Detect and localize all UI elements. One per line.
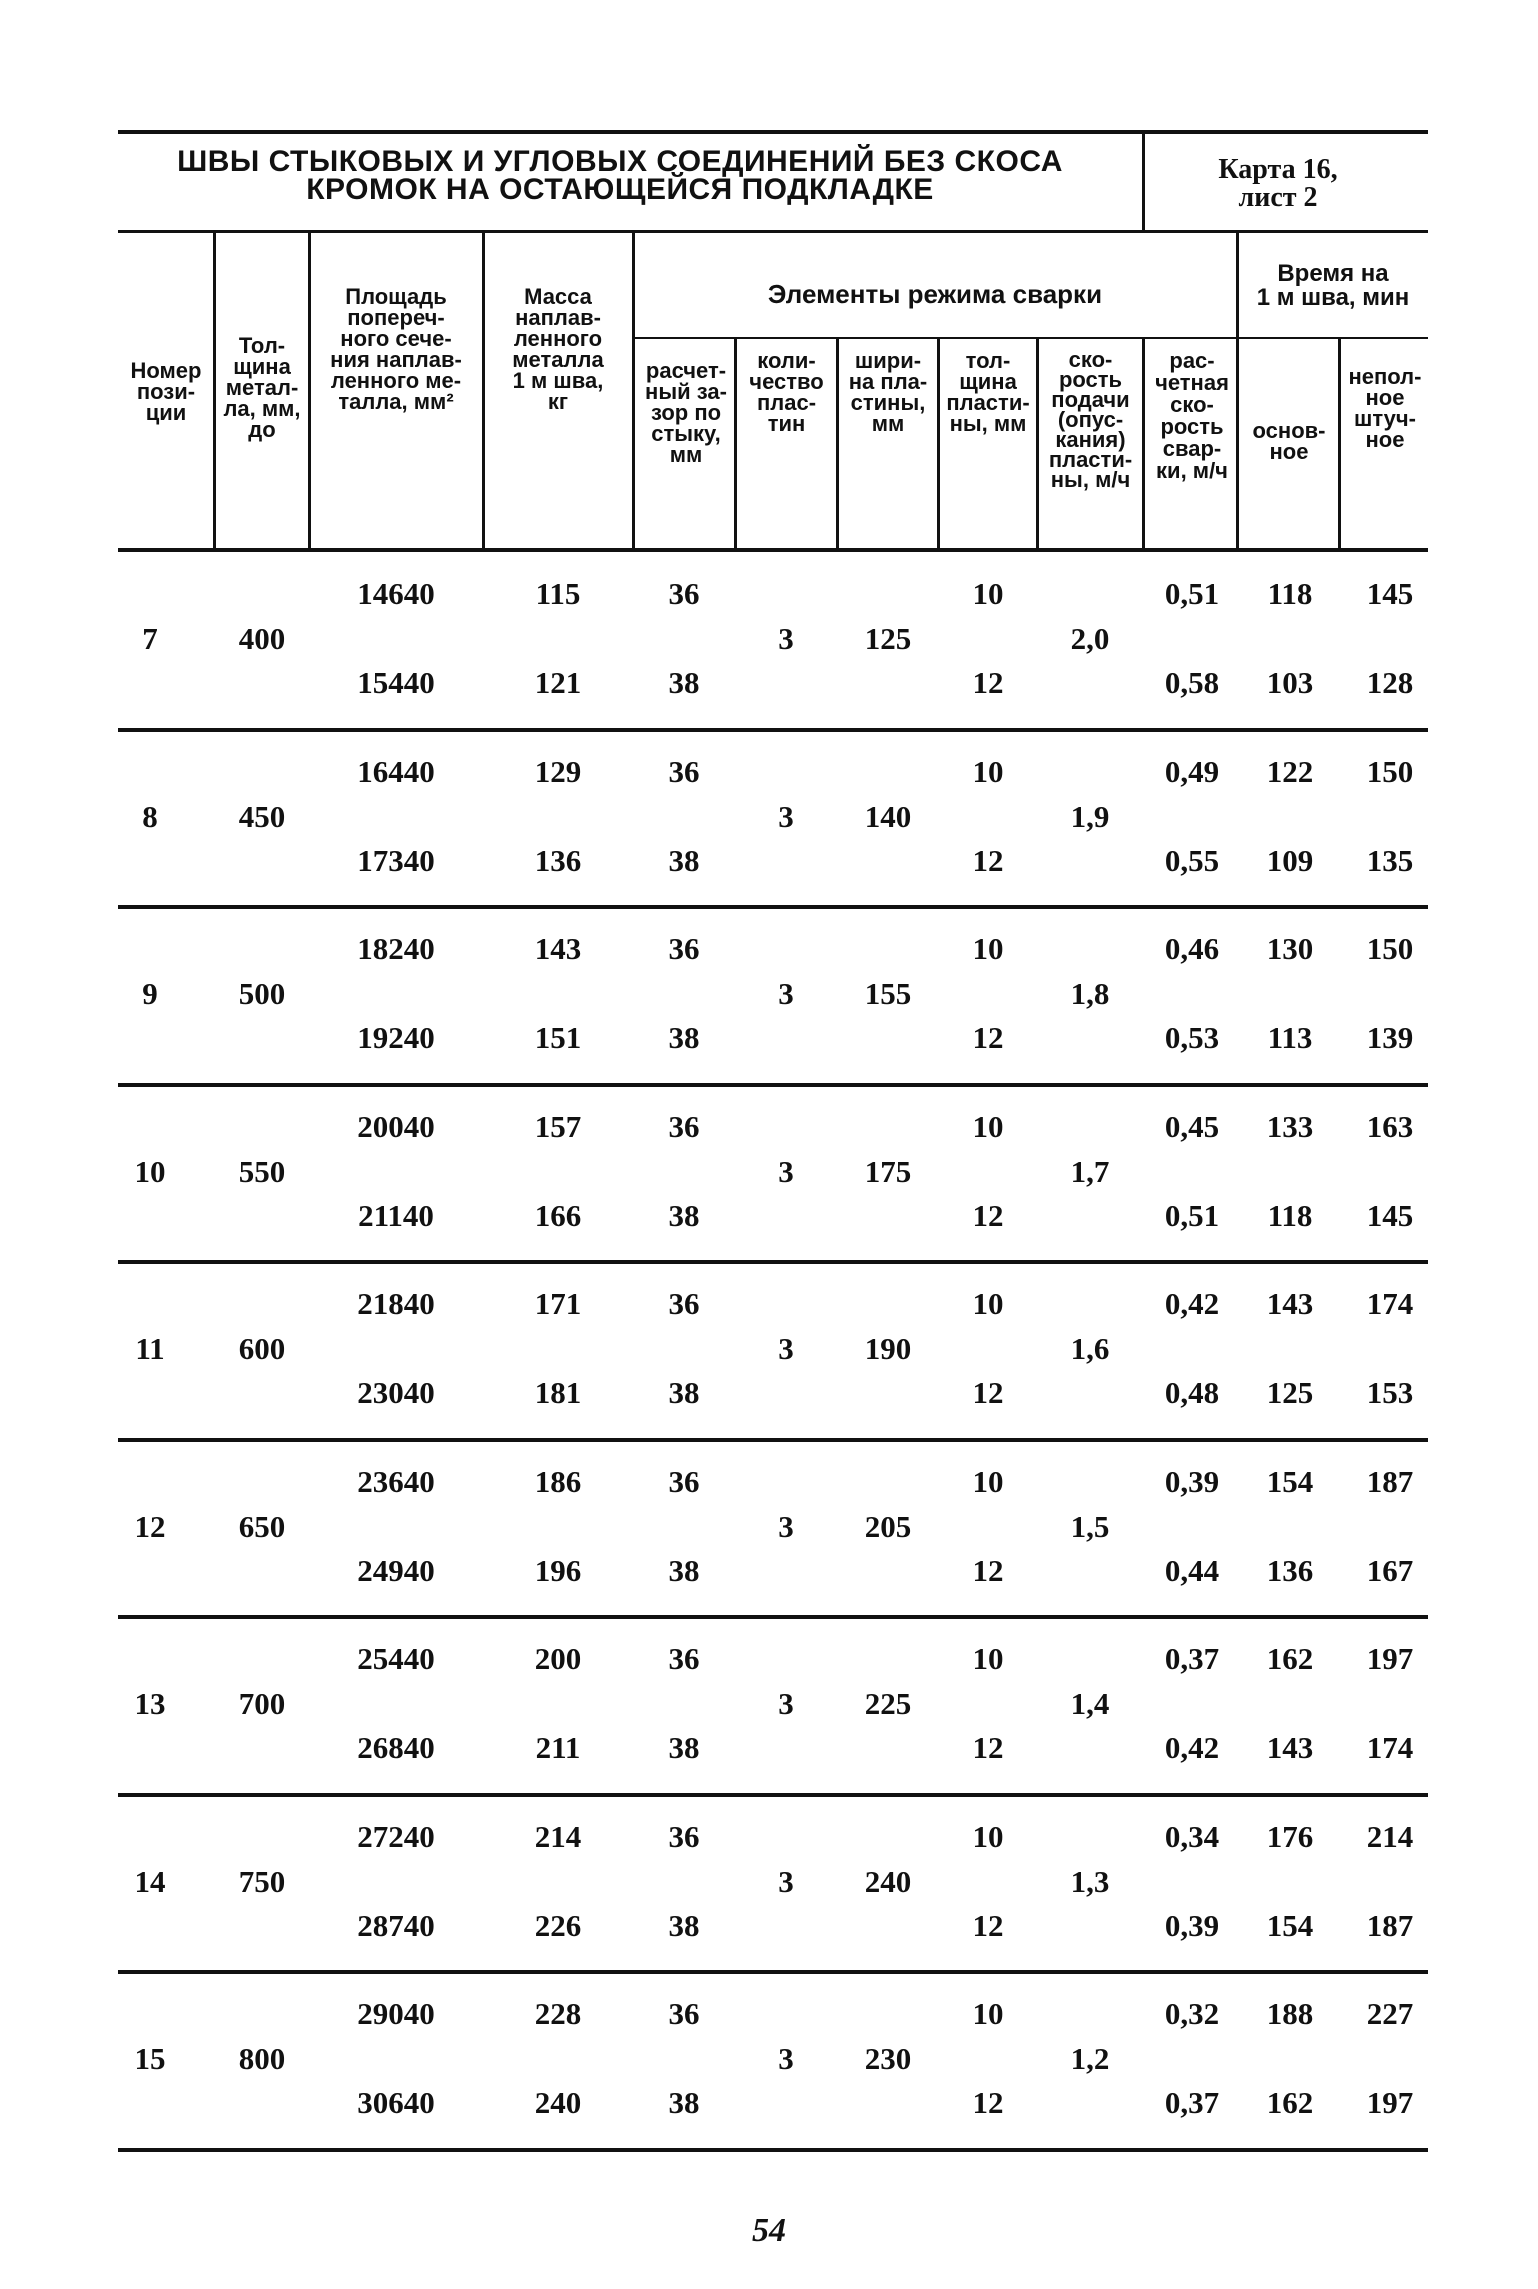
cell-weld-speed: 0,37 [1164,2085,1220,2120]
cell-plates-count: 3 [778,2041,794,2076]
cell-plate-width: 240 [864,1863,912,1899]
cell-gap: 38 [668,1730,700,1765]
cell-weld-speed: 0,51 [1164,576,1220,611]
page-number: 54 [752,2212,786,2249]
cell-thickness: 600 [238,1331,286,1366]
cell-thickness: 500 [238,976,286,1011]
cell-gap: 36 [668,1286,700,1321]
cell-plates-count: 3 [778,621,794,656]
header-time-group: Время на 1 м шва, мин [1256,260,1410,311]
cell-plate-width: 190 [864,1331,912,1366]
cell-time-main: 162 [1266,2085,1314,2120]
cell-gap: 38 [668,1375,700,1410]
cell-mass: 211 [535,1730,581,1765]
cell-mass: 226 [534,1907,582,1943]
cell-time-piece: 167 [1366,1552,1414,1588]
cell-plates-count: 3 [778,976,794,1011]
cell-plate-width: 175 [864,1153,912,1189]
cell-area: 26840 [357,1730,435,1765]
cell-thickness: 550 [238,1153,286,1189]
cell-time-main: 136 [1266,1552,1314,1588]
cell-plate-thickness: 10 [972,1108,1004,1144]
cell-position: 12 [134,1508,166,1544]
card-number: Карта 16, [1218,154,1338,185]
cell-area: 21840 [357,1286,435,1321]
cell-time-piece: 139 [1366,1020,1414,1055]
cell-mass: 214 [534,1818,582,1854]
cell-weld-speed: 0,45 [1164,1108,1220,1144]
cell-mass: 228 [534,1996,582,2031]
title-bottom-rule [118,230,1428,233]
cell-area: 16440 [357,753,435,789]
cell-time-piece: 150 [1366,931,1414,966]
cell-plate-width: 155 [864,976,912,1011]
cell-time-piece: 135 [1366,842,1414,878]
header-time-piece: непол- ное штуч- ное [1348,364,1422,452]
cell-area: 25440 [357,1641,435,1676]
cell-weld-speed: 0,34 [1164,1818,1220,1854]
cell-gap: 36 [668,1996,700,2031]
cell-thickness: 700 [238,1686,286,1721]
cell-plate-thickness: 12 [972,842,1004,878]
cell-gap: 36 [668,1641,700,1676]
cell-gap: 38 [668,842,700,878]
cell-time-main: 122 [1266,753,1314,789]
header-time-main: основ- ное [1252,418,1326,464]
cell-area: 19240 [357,1020,435,1055]
cell-position: 14 [134,1863,166,1899]
cell-mass: 136 [534,842,582,878]
header-mass: Масса наплав- ленного металла 1 м шва, кг [512,284,604,414]
title-line-1: ШВЫ СТЫКОВЫХ И УГЛОВЫХ СОЕДИНЕНИЙ БЕЗ СКОСА [177,145,1063,178]
cell-plate-thickness: 12 [972,1907,1004,1943]
cell-plate-thickness: 12 [972,1552,1004,1588]
cell-weld-speed: 0,39 [1164,1907,1220,1943]
header-feed-speed: ско- рость подачи (опус- кания) пласти- ны, м/ч [1048,347,1133,492]
subheader-rule [634,337,1428,339]
cell-time-main: 162 [1266,1641,1314,1676]
row-separator [118,728,1428,732]
cell-time-main: 143 [1266,1730,1314,1765]
cell-mass: 181 [534,1375,582,1410]
cell-weld-speed: 0,42 [1164,1286,1220,1321]
cell-plate-thickness: 10 [972,1641,1004,1676]
cell-plate-width: 125 [864,621,912,656]
cell-gap: 38 [668,665,700,700]
cell-mass: 151 [534,1020,582,1055]
cell-plate-thickness: 12 [972,665,1004,700]
cell-gap: 38 [668,2085,700,2120]
cell-time-piece: 197 [1366,1641,1414,1676]
cell-feed-speed: 1,9 [1070,798,1110,834]
cell-position: 13 [134,1686,166,1721]
cell-plate-thickness: 10 [972,1818,1004,1854]
cell-weld-speed: 0,49 [1164,753,1220,789]
cell-mass: 166 [534,1197,582,1233]
cell-time-main: 154 [1266,1463,1314,1499]
row-separator [118,1438,1428,1442]
cell-time-main: 109 [1266,842,1314,878]
cell-thickness: 650 [238,1508,286,1544]
title-card-divider [1142,130,1145,232]
cell-area: 28740 [357,1907,435,1943]
cell-plate-thickness: 10 [972,931,1004,966]
cell-time-main: 125 [1266,1375,1314,1410]
cell-area: 20040 [357,1108,435,1144]
cell-area: 15440 [357,665,435,700]
cell-time-piece: 174 [1366,1730,1414,1765]
cell-time-main: 188 [1266,1996,1314,2031]
cell-gap: 38 [668,1907,700,1943]
header-weld-speed: рас- четная ско- рость свар- ки, м/ч [1155,348,1229,483]
cell-thickness: 400 [238,621,286,656]
cell-mass: 129 [534,753,582,789]
cell-gap: 38 [668,1197,700,1233]
header-plates-count: коли- чество плас- тин [749,348,824,436]
cell-mass: 196 [534,1552,582,1588]
cell-position: 11 [135,1331,165,1366]
cell-plate-width: 225 [864,1686,912,1721]
cell-gap: 36 [668,576,700,611]
cell-time-piece: 128 [1366,665,1414,700]
cell-mass: 171 [534,1286,582,1321]
cell-time-main: 130 [1266,931,1314,966]
cell-weld-speed: 0,46 [1164,931,1220,966]
header-thickness: Тол- щина метал- ла, мм, до [223,333,301,442]
cell-time-piece: 153 [1366,1375,1414,1410]
cell-position: 7 [142,621,158,656]
cell-time-main: 118 [1267,576,1313,611]
cell-weld-speed: 0,48 [1164,1375,1220,1410]
cell-time-piece: 197 [1366,2085,1414,2120]
cell-feed-speed: 1,5 [1070,1508,1110,1544]
cell-feed-speed: 1,3 [1070,1863,1110,1899]
cell-thickness: 800 [238,2041,286,2076]
cell-time-main: 118 [1267,1197,1313,1233]
header-plate-thickness: тол- щина пласти- ны, мм [946,348,1030,436]
cell-time-main: 133 [1266,1108,1314,1144]
row-separator [118,905,1428,909]
cell-weld-speed: 0,55 [1164,842,1220,878]
cell-feed-speed: 1,2 [1070,2041,1110,2076]
cell-plate-thickness: 12 [972,2085,1004,2120]
cell-plates-count: 3 [778,1863,794,1899]
cell-time-piece: 145 [1366,1197,1414,1233]
cell-weld-speed: 0,32 [1164,1996,1220,2031]
header-area: Площадь попереч- ного сече- ния наплав- ленного ме- талла, мм² [330,284,462,414]
cell-time-piece: 187 [1366,1463,1414,1499]
cell-area: 14640 [357,576,435,611]
cell-area: 21140 [358,1197,434,1233]
top-rule [118,130,1428,134]
cell-weld-speed: 0,44 [1164,1552,1220,1588]
cell-weld-speed: 0,53 [1164,1020,1220,1055]
card-sheet: лист 2 [1238,182,1318,213]
cell-area: 29040 [357,1996,435,2031]
cell-plate-thickness: 12 [972,1197,1004,1233]
cell-plate-width: 140 [864,798,912,834]
cell-area: 30640 [357,2085,435,2120]
card-label [1148,156,1408,212]
cell-area: 23640 [357,1463,435,1499]
cell-mass: 186 [534,1463,582,1499]
row-separator [118,1793,1428,1797]
cell-time-main: 113 [1267,1020,1313,1055]
cell-position: 8 [142,798,158,834]
cell-gap: 36 [668,1463,700,1499]
cell-feed-speed: 1,4 [1070,1686,1110,1721]
cell-mass: 157 [534,1108,582,1144]
cell-mass: 115 [535,576,581,611]
cell-thickness: 450 [238,798,286,834]
cell-time-piece: 227 [1366,1996,1414,2031]
cell-gap: 36 [668,1818,700,1854]
header-bottom-rule [118,548,1428,552]
header-gap: расчет- ный за- зор по стыку, мм [645,358,727,467]
cell-plates-count: 3 [778,1153,794,1189]
cell-plates-count: 3 [778,1331,794,1366]
cell-time-main: 154 [1266,1907,1314,1943]
cell-area: 23040 [357,1375,435,1410]
header-plate-width: шири- на пла- стины, мм [848,348,928,436]
col-divider [632,232,635,550]
cell-thickness: 750 [238,1863,286,1899]
cell-area: 17340 [357,842,435,878]
cell-plate-thickness: 10 [972,1996,1004,2031]
row-separator [118,1615,1428,1619]
cell-time-piece: 163 [1366,1108,1414,1144]
cell-mass: 143 [534,931,582,966]
cell-time-piece: 174 [1366,1286,1414,1321]
cell-weld-speed: 0,42 [1164,1730,1220,1765]
row-separator [118,1970,1428,1974]
cell-time-main: 176 [1266,1818,1314,1854]
cell-feed-speed: 1,7 [1070,1153,1110,1189]
cell-plate-thickness: 12 [972,1375,1004,1410]
cell-gap: 36 [668,753,700,789]
cell-time-piece: 187 [1366,1907,1414,1943]
cell-time-main: 103 [1266,665,1314,700]
cell-plate-thickness: 10 [972,1286,1004,1321]
title-line-2: КРОМОК НА ОСТАЮЩЕЙСЯ ПОДКЛАДКЕ [306,173,934,206]
cell-plate-width: 205 [864,1508,912,1544]
row-separator [118,1083,1428,1087]
cell-time-piece: 214 [1366,1818,1414,1854]
cell-position: 9 [142,976,158,1011]
table-title [120,145,1120,206]
cell-mass: 121 [534,665,582,700]
cell-gap: 36 [668,931,700,966]
cell-plate-thickness: 12 [972,1730,1004,1765]
header-welding-group: Элементы режима сварки [767,279,1103,309]
cell-plate-thickness: 10 [972,753,1004,789]
cell-mass: 200 [534,1641,582,1676]
cell-plate-thickness: 10 [972,1463,1004,1499]
cell-time-main: 143 [1266,1286,1314,1321]
cell-area: 18240 [357,931,435,966]
cell-gap: 38 [668,1552,700,1588]
cell-area: 24940 [357,1552,435,1588]
cell-weld-speed: 0,58 [1164,665,1220,700]
cell-area: 27240 [357,1818,435,1854]
cell-gap: 36 [668,1108,700,1144]
cell-time-piece: 145 [1366,576,1414,611]
row-separator [118,1260,1428,1264]
cell-time-piece: 150 [1366,753,1414,789]
cell-feed-speed: 1,6 [1070,1331,1110,1366]
header-position: Номер пози- ции [130,358,202,425]
cell-feed-speed: 2,0 [1070,621,1110,656]
cell-position: 15 [134,2041,166,2076]
cell-weld-speed: 0,37 [1164,1641,1220,1676]
row-separator [118,2148,1428,2152]
cell-feed-speed: 1,8 [1070,976,1110,1011]
cell-mass: 240 [534,2085,582,2120]
cell-position: 10 [134,1153,166,1189]
cell-plate-width: 230 [864,2041,912,2076]
cell-weld-speed: 0,39 [1164,1463,1220,1499]
cell-plate-thickness: 12 [972,1020,1004,1055]
cell-plates-count: 3 [778,798,794,834]
cell-weld-speed: 0,51 [1164,1197,1220,1233]
cell-plates-count: 3 [778,1508,794,1544]
cell-gap: 38 [668,1020,700,1055]
cell-plate-thickness: 10 [972,576,1004,611]
cell-plates-count: 3 [778,1686,794,1721]
